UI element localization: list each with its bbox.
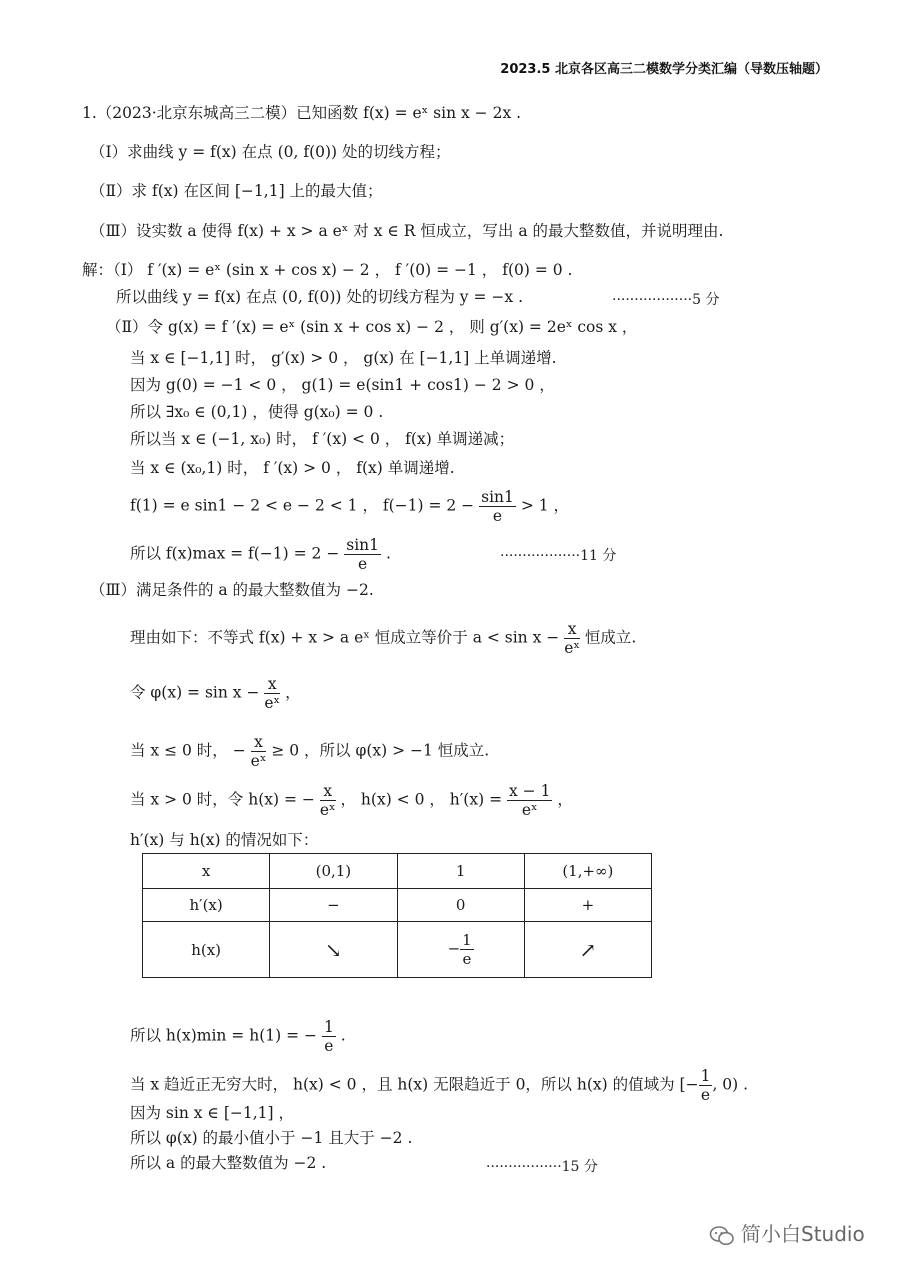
numerator: x − 1 bbox=[509, 782, 551, 800]
solution-part1-line1: 解：（Ⅰ） f ′(x) = eˣ (sin x + cos x) − 2 ， f ′(0) = −1 ， f(0) = 0 . bbox=[82, 261, 573, 279]
numerator: x bbox=[564, 620, 580, 639]
case-positive-tail: ， bbox=[557, 790, 573, 809]
solution-part3-phi-min: 所以 φ(x) 的最小值小于 −1 且大于 −2 . bbox=[130, 1129, 413, 1147]
phi-def-text: 令 φ(x) = sin x − bbox=[130, 683, 260, 702]
problem-part-2: （Ⅱ）求 f(x) 在区间 [−1,1] 上的最大值； bbox=[90, 182, 383, 200]
denominator: e bbox=[492, 507, 503, 525]
denominator: e bbox=[358, 555, 368, 573]
max-value-tail: . bbox=[385, 544, 391, 563]
max-value-text: 所以 f(x)max = f(−1) = 2 − bbox=[130, 544, 340, 563]
watermark-text: 简小白Studio bbox=[741, 1222, 865, 1246]
denominator: eˣ bbox=[564, 639, 580, 657]
range-text: 当 x 趋近正无穷大时， h(x) < 0 ，且 h(x) 无限趋近于 0，所以 h(x) 的值域为 [− bbox=[130, 1075, 699, 1094]
solution-part3-line5 bbox=[130, 782, 573, 819]
solution-part3-line1: （Ⅲ）满足条件的 a 的最大整数值为 −2. bbox=[90, 581, 374, 599]
table-cell: 1 bbox=[397, 854, 524, 889]
range-tail: , 0) . bbox=[712, 1075, 749, 1094]
solution-part2-line7 bbox=[130, 488, 569, 525]
watermark bbox=[709, 1218, 865, 1247]
table-cell: + bbox=[524, 889, 651, 922]
minus-sign: − bbox=[447, 939, 461, 958]
table-cell: − bbox=[270, 889, 397, 922]
table-row bbox=[143, 922, 652, 978]
solution-part1-line2: 所以曲线 y = f(x) 在点 (0, f(0)) 处的切线方程为 y = −x . bbox=[116, 288, 523, 306]
table-cell: (1,+∞) bbox=[524, 854, 651, 889]
fraction-x-over-ex bbox=[564, 620, 580, 657]
fraction-x-minus-1-over-ex bbox=[507, 782, 552, 819]
solution-part2-line3: 因为 g(0) = −1 < 0 ， g(1) = e(sin1 + cos1) − 2 > 0 ， bbox=[130, 376, 555, 394]
table-caption: h′(x) 与 h(x) 的情况如下： bbox=[130, 831, 319, 849]
denominator: e bbox=[700, 1086, 711, 1104]
numerator: x bbox=[320, 782, 336, 801]
solution-part2-line1: （Ⅱ）令 g(x) = f ′(x) = eˣ (sin x + cos x) − 2 ， 则 g′(x) = 2eˣ cos x ， bbox=[106, 318, 638, 336]
denominator: eˣ bbox=[319, 801, 336, 819]
h-min-text: 所以 h(x)min = h(1) = − bbox=[130, 1026, 317, 1045]
fraction-x-over-ex bbox=[264, 675, 280, 712]
fraction-x-over-ex bbox=[320, 782, 336, 819]
table-cell: h′(x) bbox=[143, 889, 270, 922]
solution-part3-line2 bbox=[130, 620, 636, 657]
table-cell: x bbox=[143, 854, 270, 889]
solution-part2-line2: 当 x ∈ [−1,1] 时， g′(x) > 0 ， g(x) 在 [−1,1] 上单调递增. bbox=[130, 349, 557, 367]
solution-part3-min bbox=[130, 1018, 346, 1055]
numerator: 1 bbox=[700, 1067, 711, 1085]
solution-part2-line8 bbox=[130, 536, 391, 573]
case-nonpositive-tail: ≥ 0 ，所以 φ(x) > −1 恒成立. bbox=[271, 741, 490, 760]
denominator: e bbox=[462, 950, 472, 968]
page-header: 2023.5 北京各区高三二模数学分类汇编（导数压轴题） bbox=[500, 62, 828, 77]
chat-bubble-icon bbox=[709, 1225, 735, 1247]
solution-part3-line3 bbox=[130, 675, 301, 712]
case-nonpositive-text: 当 x ≤ 0 时， − bbox=[130, 741, 246, 760]
solution-part2-line5: 所以当 x ∈ (−1, x₀) 时， f ′(x) < 0 ， f(x) 单调递减； bbox=[130, 430, 515, 448]
table-cell: (0,1) bbox=[270, 854, 397, 889]
score-15: ·················15 分 bbox=[486, 1159, 598, 1175]
solution-part2-line4: 所以 ∃x₀ ∈ (0,1) ，使得 g(x₀) = 0 . bbox=[130, 403, 384, 421]
fraction-1-over-e bbox=[322, 1018, 336, 1055]
denominator: eˣ bbox=[264, 694, 281, 712]
numerator: x bbox=[264, 675, 280, 694]
phi-def-tail: ， bbox=[285, 683, 301, 702]
f-values-tail: > 1 ， bbox=[520, 496, 570, 515]
h-min-tail: . bbox=[340, 1026, 346, 1045]
score-11: ··················11 分 bbox=[500, 548, 617, 564]
numerator: x bbox=[251, 733, 267, 752]
fraction-sin1-over-e bbox=[479, 488, 516, 525]
denominator: eˣ bbox=[250, 752, 267, 770]
reason-text: 理由如下：不等式 f(x) + x > a eˣ 恒成立等价于 a < sin x − bbox=[130, 628, 560, 647]
numerator: sin1 bbox=[346, 536, 380, 554]
numerator: 1 bbox=[323, 1018, 334, 1036]
numerator: sin1 bbox=[481, 488, 514, 506]
denominator: eˣ bbox=[521, 801, 538, 819]
case-positive-text: 当 x > 0 时，令 h(x) = − bbox=[130, 790, 315, 809]
table-cell-minimum bbox=[397, 922, 524, 978]
table-cell: h(x) bbox=[143, 922, 270, 978]
fraction-1-over-e bbox=[699, 1067, 713, 1104]
table-row bbox=[143, 889, 652, 922]
table-cell-increasing: ↗ bbox=[524, 922, 651, 978]
solution-part3-range bbox=[130, 1067, 748, 1104]
fraction-sin1-over-e bbox=[344, 536, 381, 573]
table-cell-decreasing: ↘ bbox=[270, 922, 397, 978]
solution-part3-sin-range: 因为 sin x ∈ [−1,1] ， bbox=[130, 1104, 294, 1122]
problem-part-1: （Ⅰ）求曲线 y = f(x) 在点 (0, f(0)) 处的切线方程； bbox=[90, 143, 451, 161]
table-cell: 0 bbox=[397, 889, 524, 922]
solution-part2-line6: 当 x ∈ (x₀,1) 时， f ′(x) > 0 ， f(x) 单调递增. bbox=[130, 459, 455, 477]
fraction-1-over-e bbox=[460, 931, 474, 968]
solution-part3-conclusion: 所以 a 的最大整数值为 −2 . bbox=[130, 1154, 327, 1172]
problem-intro: 1.（2023·北京东城高三二模）已知函数 f(x) = eˣ sin x − 2x . bbox=[82, 104, 522, 122]
numerator: 1 bbox=[462, 931, 472, 949]
f-values-text: f(1) = e sin1 − 2 < e − 2 < 1 ， f(−1) = 2 − bbox=[130, 496, 475, 515]
score-5: ··················5 分 bbox=[612, 292, 720, 308]
case-positive-mid: ， h(x) < 0 ， h′(x) = bbox=[340, 790, 503, 809]
solution-part3-line4 bbox=[130, 733, 489, 770]
reason-tail: 恒成立. bbox=[584, 628, 637, 647]
table-row bbox=[143, 854, 652, 889]
monotonicity-table bbox=[142, 853, 652, 978]
problem-part-3: （Ⅲ）设实数 a 使得 f(x) + x > a eˣ 对 x ∈ R 恒成立，写出 a 的最大整数值，并说明理由. bbox=[90, 222, 724, 240]
denominator: e bbox=[324, 1037, 334, 1055]
fraction-x-over-ex bbox=[251, 733, 267, 770]
